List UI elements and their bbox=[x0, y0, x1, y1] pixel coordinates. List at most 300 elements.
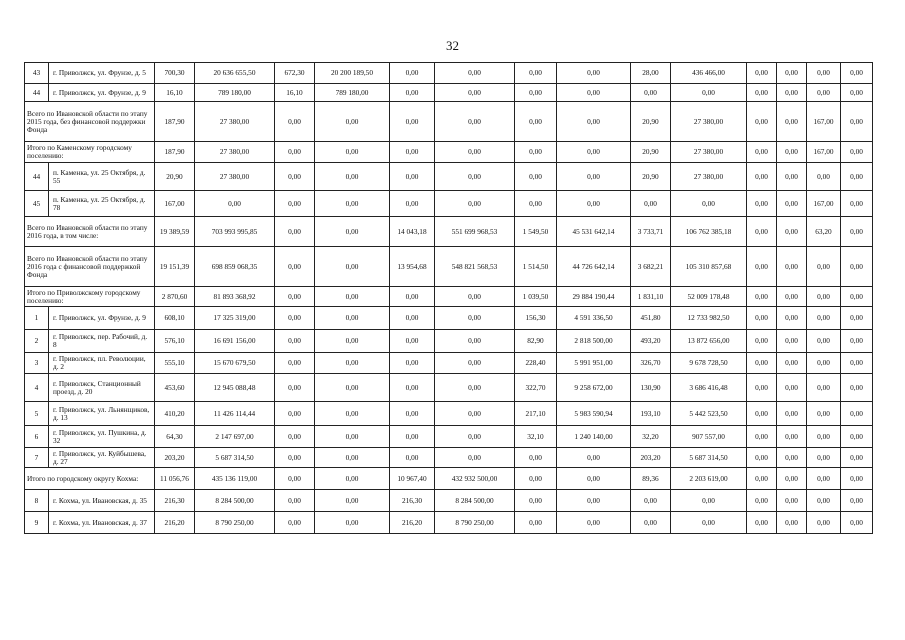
cell-value: 436 466,00 bbox=[671, 63, 747, 84]
cell-value: 27 380,00 bbox=[195, 142, 275, 163]
cell-value: 907 557,00 bbox=[671, 426, 747, 448]
cell-value: 29 884 190,44 bbox=[557, 287, 631, 307]
cell-value: 10 967,40 bbox=[390, 468, 435, 490]
cell-value: 0,00 bbox=[841, 307, 873, 330]
cell-value: 0,00 bbox=[275, 353, 315, 374]
cell-value: 0,00 bbox=[631, 84, 671, 102]
cell-value: 435 136 119,00 bbox=[195, 468, 275, 490]
table-row bbox=[25, 330, 873, 353]
row-address: г. Приволжск, пл. Революции, д. 2 bbox=[49, 353, 155, 374]
table-row-total bbox=[25, 142, 873, 163]
cell-value: 0,00 bbox=[390, 287, 435, 307]
cell-value: 0,00 bbox=[315, 426, 390, 448]
cell-value: 20,90 bbox=[155, 163, 195, 191]
cell-value: 0,00 bbox=[435, 287, 515, 307]
cell-value: 608,10 bbox=[155, 307, 195, 330]
table-row-total bbox=[25, 468, 873, 490]
cell-value: 0,00 bbox=[841, 191, 873, 217]
cell-value: 576,10 bbox=[155, 330, 195, 353]
cell-value: 20,90 bbox=[631, 142, 671, 163]
cell-value: 0,00 bbox=[747, 468, 777, 490]
cell-value: 228,40 bbox=[515, 353, 557, 374]
cell-value: 0,00 bbox=[435, 63, 515, 84]
row-address: г. Приволжск, пер. Рабочий, д. 8 bbox=[49, 330, 155, 353]
cell-value: 0,00 bbox=[807, 353, 841, 374]
cell-value: 0,00 bbox=[777, 163, 807, 191]
cell-value: 5 687 314,50 bbox=[195, 448, 275, 468]
cell-value: 0,00 bbox=[315, 330, 390, 353]
cell-value: 0,00 bbox=[315, 448, 390, 468]
cell-value: 0,00 bbox=[841, 402, 873, 426]
cell-value: 0,00 bbox=[315, 512, 390, 534]
cell-value: 0,00 bbox=[747, 247, 777, 287]
cell-value: 0,00 bbox=[557, 63, 631, 84]
row-label: Всего по Ивановской области по этапу 2016 года, в том числе: bbox=[25, 217, 155, 247]
table-row-total bbox=[25, 247, 873, 287]
housing-program-table bbox=[24, 62, 873, 534]
table-row bbox=[25, 402, 873, 426]
cell-value: 27 380,00 bbox=[195, 163, 275, 191]
cell-value: 0,00 bbox=[807, 287, 841, 307]
cell-value: 0,00 bbox=[315, 163, 390, 191]
cell-value: 0,00 bbox=[777, 142, 807, 163]
cell-value: 0,00 bbox=[315, 402, 390, 426]
cell-value: 0,00 bbox=[777, 512, 807, 534]
cell-value: 0,00 bbox=[275, 102, 315, 142]
cell-value: 0,00 bbox=[275, 142, 315, 163]
cell-value: 1 514,50 bbox=[515, 247, 557, 287]
cell-value: 2 870,60 bbox=[155, 287, 195, 307]
cell-value: 0,00 bbox=[747, 426, 777, 448]
cell-value: 216,20 bbox=[390, 512, 435, 534]
cell-value: 187,90 bbox=[155, 142, 195, 163]
cell-value: 193,10 bbox=[631, 402, 671, 426]
cell-value: 0,00 bbox=[747, 374, 777, 402]
cell-value: 0,00 bbox=[390, 402, 435, 426]
row-address: г. Приволжск, Станционный проезд, д. 20 bbox=[49, 374, 155, 402]
cell-value: 0,00 bbox=[515, 490, 557, 512]
cell-value: 2 147 697,00 bbox=[195, 426, 275, 448]
table-row bbox=[25, 426, 873, 448]
cell-value: 0,00 bbox=[631, 191, 671, 217]
row-address: г. Приволжск, ул. Пушкина, д. 32 bbox=[49, 426, 155, 448]
cell-value: 17 325 319,00 bbox=[195, 307, 275, 330]
cell-value: 0,00 bbox=[631, 490, 671, 512]
cell-value: 0,00 bbox=[631, 512, 671, 534]
cell-value: 8 790 250,00 bbox=[435, 512, 515, 534]
cell-value: 12 945 088,48 bbox=[195, 374, 275, 402]
cell-value: 32,20 bbox=[631, 426, 671, 448]
cell-value: 0,00 bbox=[747, 102, 777, 142]
row-address: г. Приволжск, ул. Фрунзе, д. 5 bbox=[49, 63, 155, 84]
cell-value: 0,00 bbox=[275, 307, 315, 330]
cell-value: 0,00 bbox=[315, 191, 390, 217]
cell-value: 3 682,21 bbox=[631, 247, 671, 287]
cell-value: 703 993 995,85 bbox=[195, 217, 275, 247]
page-number: 32 bbox=[446, 38, 459, 53]
cell-value: 0,00 bbox=[777, 448, 807, 468]
cell-value: 0,00 bbox=[747, 512, 777, 534]
row-label: Всего по Ивановской области по этапу 2016 года с финансовой поддержкой Фонда bbox=[25, 247, 155, 287]
cell-value: 13 954,68 bbox=[390, 247, 435, 287]
cell-value: 672,30 bbox=[275, 63, 315, 84]
cell-value: 0,00 bbox=[557, 102, 631, 142]
cell-value: 8 284 500,00 bbox=[435, 490, 515, 512]
cell-value: 167,00 bbox=[807, 102, 841, 142]
cell-value: 0,00 bbox=[777, 402, 807, 426]
cell-value: 27 380,00 bbox=[671, 102, 747, 142]
cell-value: 0,00 bbox=[807, 512, 841, 534]
cell-value: 0,00 bbox=[435, 402, 515, 426]
cell-value: 0,00 bbox=[435, 142, 515, 163]
cell-value: 0,00 bbox=[515, 191, 557, 217]
cell-value: 216,30 bbox=[155, 490, 195, 512]
cell-value: 1 039,50 bbox=[515, 287, 557, 307]
cell-value: 217,10 bbox=[515, 402, 557, 426]
cell-value: 0,00 bbox=[390, 142, 435, 163]
cell-value: 322,70 bbox=[515, 374, 557, 402]
row-address: г. Приволжск, ул. Льнянщиков, д. 13 bbox=[49, 402, 155, 426]
cell-value: 0,00 bbox=[557, 163, 631, 191]
cell-value: 0,00 bbox=[195, 191, 275, 217]
cell-value: 0,00 bbox=[275, 247, 315, 287]
cell-value: 167,00 bbox=[807, 142, 841, 163]
cell-value: 0,00 bbox=[841, 63, 873, 84]
row-number: 5 bbox=[25, 402, 49, 426]
table-row-total bbox=[25, 102, 873, 142]
cell-value: 203,20 bbox=[631, 448, 671, 468]
cell-value: 0,00 bbox=[515, 142, 557, 163]
cell-value: 0,00 bbox=[777, 247, 807, 287]
cell-value: 0,00 bbox=[841, 374, 873, 402]
cell-value: 167,00 bbox=[155, 191, 195, 217]
row-label: Всего по Ивановской области по этапу 2015 года, без финансовой поддержки Фонда bbox=[25, 102, 155, 142]
cell-value: 5 442 523,50 bbox=[671, 402, 747, 426]
row-address: г. Кохма, ул. Ивановская, д. 35 bbox=[49, 490, 155, 512]
cell-value: 0,00 bbox=[515, 63, 557, 84]
cell-value: 2 203 619,00 bbox=[671, 468, 747, 490]
table-row bbox=[25, 353, 873, 374]
cell-value: 0,00 bbox=[777, 102, 807, 142]
row-number: 44 bbox=[25, 84, 49, 102]
cell-value: 0,00 bbox=[747, 84, 777, 102]
cell-value: 0,00 bbox=[557, 490, 631, 512]
cell-value: 0,00 bbox=[747, 448, 777, 468]
table-body bbox=[25, 63, 873, 534]
cell-value: 0,00 bbox=[777, 287, 807, 307]
cell-value: 0,00 bbox=[315, 307, 390, 330]
cell-value: 0,00 bbox=[435, 426, 515, 448]
row-number: 4 bbox=[25, 374, 49, 402]
cell-value: 0,00 bbox=[807, 426, 841, 448]
cell-value: 12 733 982,50 bbox=[671, 307, 747, 330]
row-number: 1 bbox=[25, 307, 49, 330]
cell-value: 0,00 bbox=[557, 84, 631, 102]
cell-value: 0,00 bbox=[747, 353, 777, 374]
cell-value: 0,00 bbox=[315, 490, 390, 512]
cell-value: 0,00 bbox=[807, 247, 841, 287]
cell-value: 0,00 bbox=[435, 163, 515, 191]
cell-value: 551 699 968,53 bbox=[435, 217, 515, 247]
cell-value: 0,00 bbox=[275, 330, 315, 353]
cell-value: 11 056,76 bbox=[155, 468, 195, 490]
cell-value: 19 389,59 bbox=[155, 217, 195, 247]
cell-value: 493,20 bbox=[631, 330, 671, 353]
cell-value: 5 983 590,94 bbox=[557, 402, 631, 426]
cell-value: 8 284 500,00 bbox=[195, 490, 275, 512]
cell-value: 82,90 bbox=[515, 330, 557, 353]
cell-value: 0,00 bbox=[275, 217, 315, 247]
cell-value: 0,00 bbox=[807, 307, 841, 330]
cell-value: 0,00 bbox=[777, 374, 807, 402]
table-row bbox=[25, 191, 873, 217]
cell-value: 451,80 bbox=[631, 307, 671, 330]
cell-value: 0,00 bbox=[841, 353, 873, 374]
cell-value: 19 151,39 bbox=[155, 247, 195, 287]
cell-value: 20,90 bbox=[631, 102, 671, 142]
cell-value: 1 240 140,00 bbox=[557, 426, 631, 448]
table-row-total bbox=[25, 287, 873, 307]
cell-value: 0,00 bbox=[841, 490, 873, 512]
cell-value: 0,00 bbox=[435, 191, 515, 217]
table-row bbox=[25, 490, 873, 512]
cell-value: 15 670 679,50 bbox=[195, 353, 275, 374]
cell-value: 32,10 bbox=[515, 426, 557, 448]
cell-value: 0,00 bbox=[841, 468, 873, 490]
row-address: г. Приволжск, ул. Фрунзе, д. 9 bbox=[49, 84, 155, 102]
cell-value: 203,20 bbox=[155, 448, 195, 468]
cell-value: 64,30 bbox=[155, 426, 195, 448]
cell-value: 0,00 bbox=[807, 163, 841, 191]
row-label: Итого по городскому округу Кохма: bbox=[25, 468, 155, 490]
cell-value: 1 549,50 bbox=[515, 217, 557, 247]
cell-value: 0,00 bbox=[807, 330, 841, 353]
cell-value: 0,00 bbox=[515, 468, 557, 490]
cell-value: 0,00 bbox=[390, 102, 435, 142]
cell-value: 0,00 bbox=[557, 468, 631, 490]
cell-value: 0,00 bbox=[275, 512, 315, 534]
cell-value: 0,00 bbox=[807, 84, 841, 102]
cell-value: 0,00 bbox=[777, 217, 807, 247]
cell-value: 0,00 bbox=[671, 191, 747, 217]
cell-value: 0,00 bbox=[777, 468, 807, 490]
cell-value: 0,00 bbox=[275, 402, 315, 426]
table-row bbox=[25, 84, 873, 102]
cell-value: 0,00 bbox=[841, 142, 873, 163]
cell-value: 0,00 bbox=[275, 191, 315, 217]
cell-value: 0,00 bbox=[390, 330, 435, 353]
cell-value: 0,00 bbox=[841, 287, 873, 307]
table-row bbox=[25, 448, 873, 468]
cell-value: 5 687 314,50 bbox=[671, 448, 747, 468]
cell-value: 0,00 bbox=[315, 247, 390, 287]
cell-value: 16,10 bbox=[275, 84, 315, 102]
cell-value: 0,00 bbox=[315, 374, 390, 402]
cell-value: 453,60 bbox=[155, 374, 195, 402]
cell-value: 0,00 bbox=[435, 307, 515, 330]
cell-value: 0,00 bbox=[390, 191, 435, 217]
cell-value: 0,00 bbox=[807, 448, 841, 468]
cell-value: 0,00 bbox=[747, 490, 777, 512]
cell-value: 0,00 bbox=[777, 426, 807, 448]
cell-value: 9 678 728,50 bbox=[671, 353, 747, 374]
cell-value: 789 180,00 bbox=[315, 84, 390, 102]
cell-value: 0,00 bbox=[557, 191, 631, 217]
cell-value: 28,00 bbox=[631, 63, 671, 84]
cell-value: 0,00 bbox=[315, 102, 390, 142]
cell-value: 0,00 bbox=[747, 307, 777, 330]
cell-value: 0,00 bbox=[275, 448, 315, 468]
cell-value: 20 636 655,50 bbox=[195, 63, 275, 84]
cell-value: 0,00 bbox=[807, 490, 841, 512]
cell-value: 0,00 bbox=[841, 426, 873, 448]
cell-value: 0,00 bbox=[515, 512, 557, 534]
cell-value: 0,00 bbox=[390, 84, 435, 102]
cell-value: 0,00 bbox=[435, 353, 515, 374]
cell-value: 106 762 385,18 bbox=[671, 217, 747, 247]
cell-value: 1 831,10 bbox=[631, 287, 671, 307]
cell-value: 698 859 068,35 bbox=[195, 247, 275, 287]
cell-value: 0,00 bbox=[315, 353, 390, 374]
cell-value: 2 818 500,00 bbox=[557, 330, 631, 353]
cell-value: 0,00 bbox=[841, 84, 873, 102]
cell-value: 0,00 bbox=[747, 330, 777, 353]
cell-value: 14 043,18 bbox=[390, 217, 435, 247]
cell-value: 789 180,00 bbox=[195, 84, 275, 102]
cell-value: 0,00 bbox=[841, 217, 873, 247]
table-row bbox=[25, 163, 873, 191]
cell-value: 0,00 bbox=[777, 84, 807, 102]
cell-value: 0,00 bbox=[807, 63, 841, 84]
cell-value: 410,20 bbox=[155, 402, 195, 426]
cell-value: 16 691 156,00 bbox=[195, 330, 275, 353]
cell-value: 0,00 bbox=[747, 191, 777, 217]
cell-value: 20,90 bbox=[631, 163, 671, 191]
cell-value: 187,90 bbox=[155, 102, 195, 142]
cell-value: 0,00 bbox=[435, 374, 515, 402]
cell-value: 0,00 bbox=[777, 490, 807, 512]
cell-value: 0,00 bbox=[315, 217, 390, 247]
row-address: г. Приволжск, ул. Фрунзе, д. 9 bbox=[49, 307, 155, 330]
row-number: 45 bbox=[25, 191, 49, 217]
row-address: п. Каменка, ул. 25 Октября, д. 55 bbox=[49, 163, 155, 191]
table-row bbox=[25, 374, 873, 402]
row-number: 6 bbox=[25, 426, 49, 448]
cell-value: 548 821 568,53 bbox=[435, 247, 515, 287]
row-number: 7 bbox=[25, 448, 49, 468]
cell-value: 89,36 bbox=[631, 468, 671, 490]
row-number: 43 bbox=[25, 63, 49, 84]
table-row bbox=[25, 307, 873, 330]
cell-value: 105 310 857,68 bbox=[671, 247, 747, 287]
cell-value: 44 726 642,14 bbox=[557, 247, 631, 287]
cell-value: 0,00 bbox=[777, 191, 807, 217]
cell-value: 20 200 189,50 bbox=[315, 63, 390, 84]
cell-value: 0,00 bbox=[841, 512, 873, 534]
cell-value: 3 686 416,48 bbox=[671, 374, 747, 402]
cell-value: 0,00 bbox=[557, 142, 631, 163]
table-row bbox=[25, 63, 873, 84]
cell-value: 11 426 114,44 bbox=[195, 402, 275, 426]
cell-value: 0,00 bbox=[671, 84, 747, 102]
cell-value: 0,00 bbox=[435, 102, 515, 142]
cell-value: 167,00 bbox=[807, 191, 841, 217]
cell-value: 700,30 bbox=[155, 63, 195, 84]
cell-value: 0,00 bbox=[747, 402, 777, 426]
cell-value: 0,00 bbox=[807, 468, 841, 490]
cell-value: 0,00 bbox=[275, 490, 315, 512]
cell-value: 52 009 178,48 bbox=[671, 287, 747, 307]
row-number: 3 bbox=[25, 353, 49, 374]
cell-value: 0,00 bbox=[747, 217, 777, 247]
cell-value: 3 733,71 bbox=[631, 217, 671, 247]
cell-value: 4 591 336,50 bbox=[557, 307, 631, 330]
cell-value: 0,00 bbox=[275, 287, 315, 307]
cell-value: 0,00 bbox=[807, 402, 841, 426]
cell-value: 0,00 bbox=[390, 448, 435, 468]
cell-value: 216,20 bbox=[155, 512, 195, 534]
cell-value: 0,00 bbox=[390, 353, 435, 374]
cell-value: 0,00 bbox=[671, 490, 747, 512]
cell-value: 0,00 bbox=[747, 142, 777, 163]
cell-value: 0,00 bbox=[435, 84, 515, 102]
row-label: Итого по Приволжскому городскому поселению: bbox=[25, 287, 155, 307]
cell-value: 0,00 bbox=[315, 468, 390, 490]
cell-value: 9 258 672,00 bbox=[557, 374, 631, 402]
cell-value: 0,00 bbox=[671, 512, 747, 534]
row-address: г. Кохма, ул. Ивановская, д. 37 bbox=[49, 512, 155, 534]
cell-value: 0,00 bbox=[275, 163, 315, 191]
row-address: п. Каменка, ул. 25 Октября, д. 78 bbox=[49, 191, 155, 217]
cell-value: 0,00 bbox=[841, 448, 873, 468]
cell-value: 0,00 bbox=[275, 374, 315, 402]
cell-value: 0,00 bbox=[435, 330, 515, 353]
cell-value: 0,00 bbox=[315, 142, 390, 163]
cell-value: 0,00 bbox=[435, 448, 515, 468]
cell-value: 130,90 bbox=[631, 374, 671, 402]
cell-value: 13 872 656,00 bbox=[671, 330, 747, 353]
row-number: 9 bbox=[25, 512, 49, 534]
cell-value: 0,00 bbox=[841, 330, 873, 353]
row-number: 8 bbox=[25, 490, 49, 512]
cell-value: 0,00 bbox=[515, 163, 557, 191]
cell-value: 0,00 bbox=[557, 448, 631, 468]
cell-value: 216,30 bbox=[390, 490, 435, 512]
cell-value: 0,00 bbox=[275, 426, 315, 448]
cell-value: 27 380,00 bbox=[671, 142, 747, 163]
cell-value: 0,00 bbox=[777, 307, 807, 330]
cell-value: 0,00 bbox=[515, 84, 557, 102]
cell-value: 0,00 bbox=[390, 307, 435, 330]
cell-value: 0,00 bbox=[747, 163, 777, 191]
cell-value: 8 790 250,00 bbox=[195, 512, 275, 534]
cell-value: 326,70 bbox=[631, 353, 671, 374]
cell-value: 0,00 bbox=[390, 426, 435, 448]
cell-value: 0,00 bbox=[315, 287, 390, 307]
table-row bbox=[25, 512, 873, 534]
cell-value: 0,00 bbox=[390, 374, 435, 402]
cell-value: 63,20 bbox=[807, 217, 841, 247]
row-label: Итого по Каменскому городскому поселению: bbox=[25, 142, 155, 163]
cell-value: 0,00 bbox=[747, 63, 777, 84]
cell-value: 0,00 bbox=[777, 63, 807, 84]
cell-value: 0,00 bbox=[275, 468, 315, 490]
cell-value: 555,10 bbox=[155, 353, 195, 374]
cell-value: 0,00 bbox=[557, 512, 631, 534]
cell-value: 16,10 bbox=[155, 84, 195, 102]
row-address: г. Приволжск, ул. Куйбышева, д. 27 bbox=[49, 448, 155, 468]
cell-value: 0,00 bbox=[841, 102, 873, 142]
